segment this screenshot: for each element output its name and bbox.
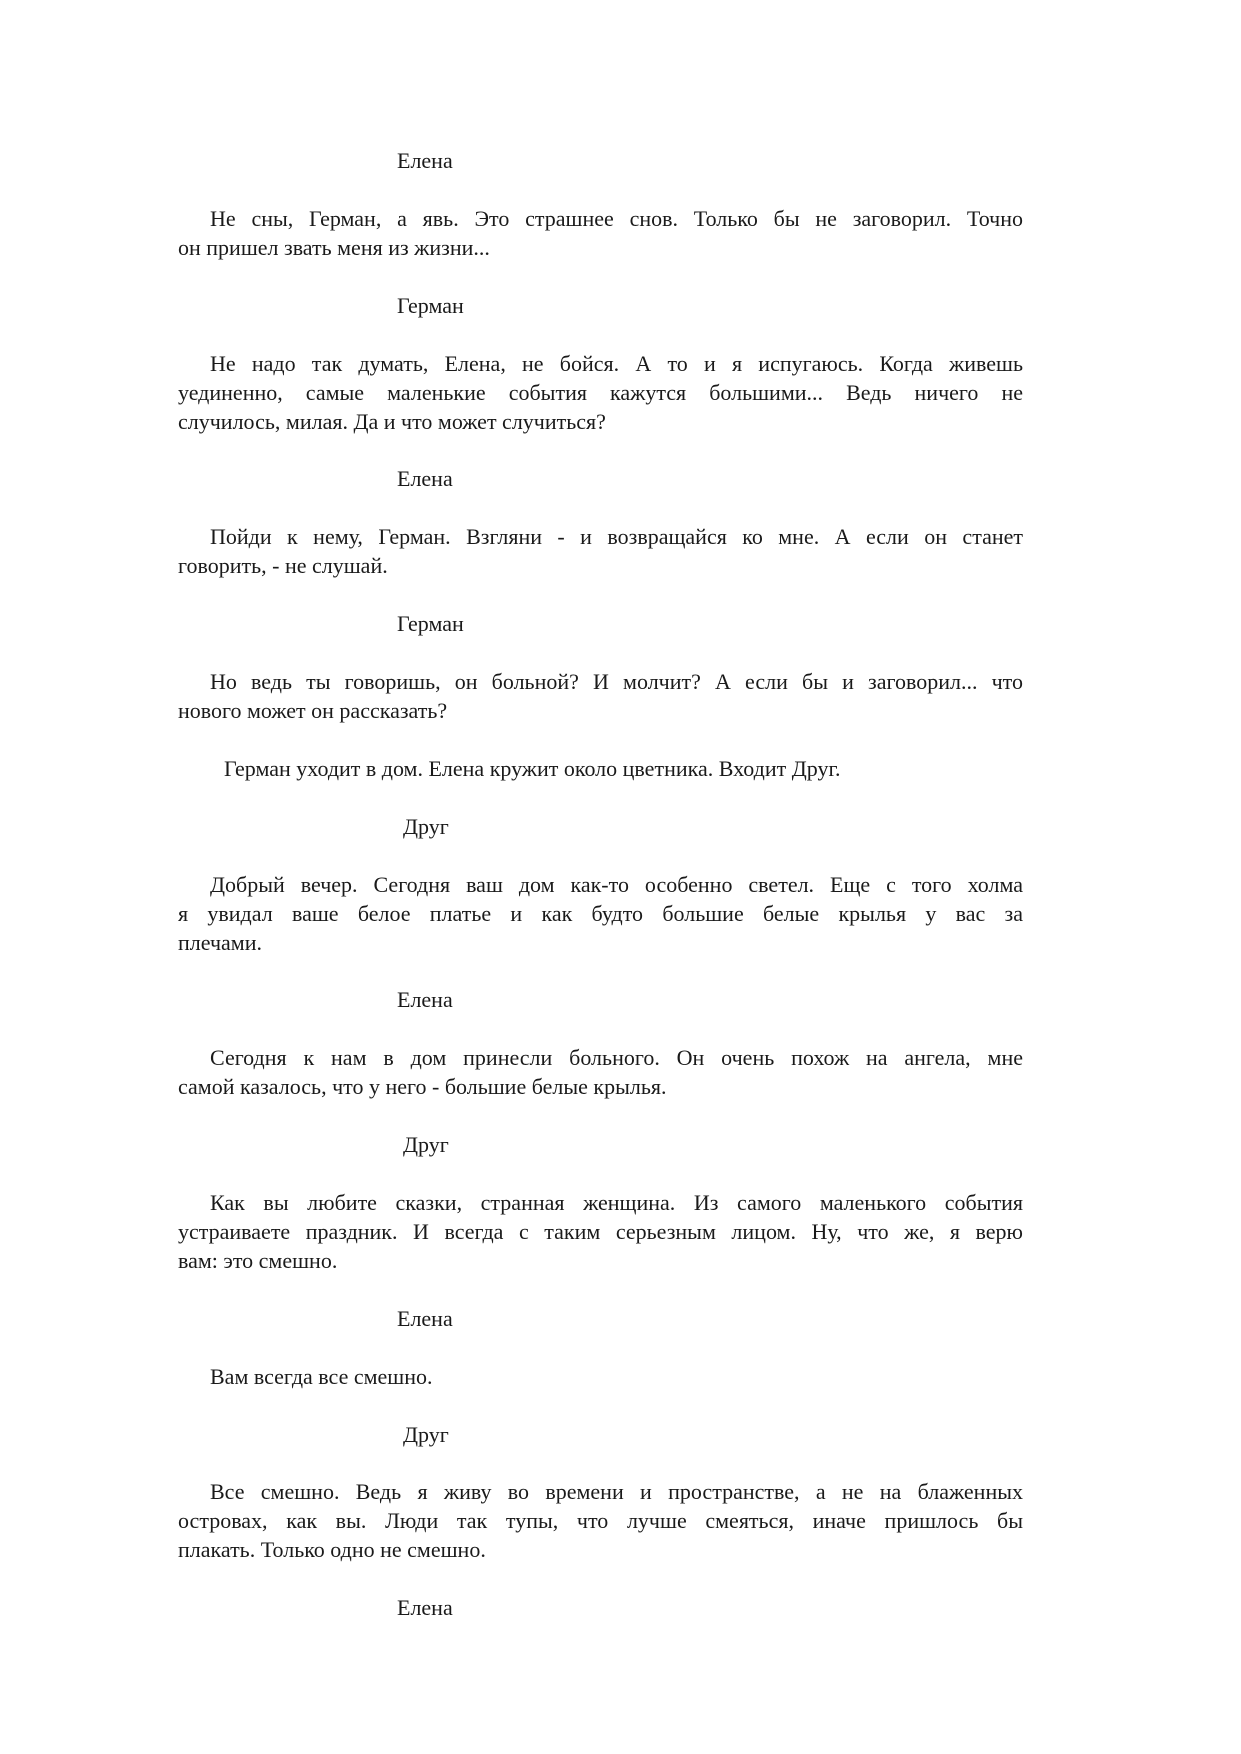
speaker-name: Друг bbox=[403, 814, 449, 839]
dialogue-line: устраиваете праздник. И всегда с таким серьезным лицом. Ну, что же, я верю bbox=[178, 1219, 1023, 1244]
dialogue-line: плакать. Только одно не смешно. bbox=[178, 1537, 486, 1562]
dialogue-line: Пойди к нему, Герман. Взгляни - и возвращайся ко мне. А если он станет bbox=[210, 524, 1023, 549]
dialogue-line: Вам всегда все смешно. bbox=[210, 1364, 433, 1389]
dialogue-line: Сегодня к нам в дом принесли больного. Он очень похож на ангела, мне bbox=[210, 1045, 1023, 1070]
dialogue-line: Все смешно. Ведь я живу во времени и пространстве, а не на блаженных bbox=[210, 1479, 1023, 1504]
dialogue-line: случилось, милая. Да и что может случиться? bbox=[178, 409, 606, 434]
dialogue-line: Не сны, Герман, а явь. Это страшнее снов. Только бы не заговорил. Точно bbox=[210, 206, 1023, 231]
speaker-name: Елена bbox=[397, 466, 453, 491]
speaker-name: Елена bbox=[397, 987, 453, 1012]
dialogue-line: плечами. bbox=[178, 930, 262, 955]
dialogue-line: самой казалось, что у него - большие белые крылья. bbox=[178, 1074, 667, 1099]
dialogue-line: Как вы любите сказки, странная женщина. Из самого маленького события bbox=[210, 1190, 1023, 1215]
dialogue-line: Но ведь ты говоришь, он больной? И молчит? А если бы и заговорил... что bbox=[210, 669, 1023, 694]
stage-direction: Герман уходит в дом. Елена кружит около цветника. Входит Друг. bbox=[224, 756, 841, 781]
speaker-name: Елена bbox=[397, 1306, 453, 1331]
dialogue-line: нового может он рассказать? bbox=[178, 698, 448, 723]
dialogue-line: вам: это смешно. bbox=[178, 1248, 338, 1273]
speaker-name: Герман bbox=[397, 293, 464, 318]
dialogue-line: островах, как вы. Люди так тупы, что лучше смеяться, иначе пришлось бы bbox=[178, 1508, 1023, 1533]
dialogue-line: Не надо так думать, Елена, не бойся. А то и я испугаюсь. Когда живешь bbox=[210, 351, 1023, 376]
dialogue-line: он пришел звать меня из жизни... bbox=[178, 235, 490, 260]
dialogue-line: я увидал ваше белое платье и как будто большие белые крылья у вас за bbox=[178, 901, 1023, 926]
dialogue-line: уединенно, самые маленькие события кажутся большими... Ведь ничего не bbox=[178, 380, 1023, 405]
dialogue-line: говорить, - не слушай. bbox=[178, 553, 388, 578]
speaker-name: Герман bbox=[397, 611, 464, 636]
dialogue-line: Добрый вечер. Сегодня ваш дом как-то особенно светел. Еще с того холма bbox=[210, 872, 1023, 897]
speaker-name: Друг bbox=[403, 1132, 449, 1157]
speaker-name: Друг bbox=[403, 1422, 449, 1447]
speaker-name: Елена bbox=[397, 1595, 453, 1620]
speaker-name: Елена bbox=[397, 148, 453, 173]
